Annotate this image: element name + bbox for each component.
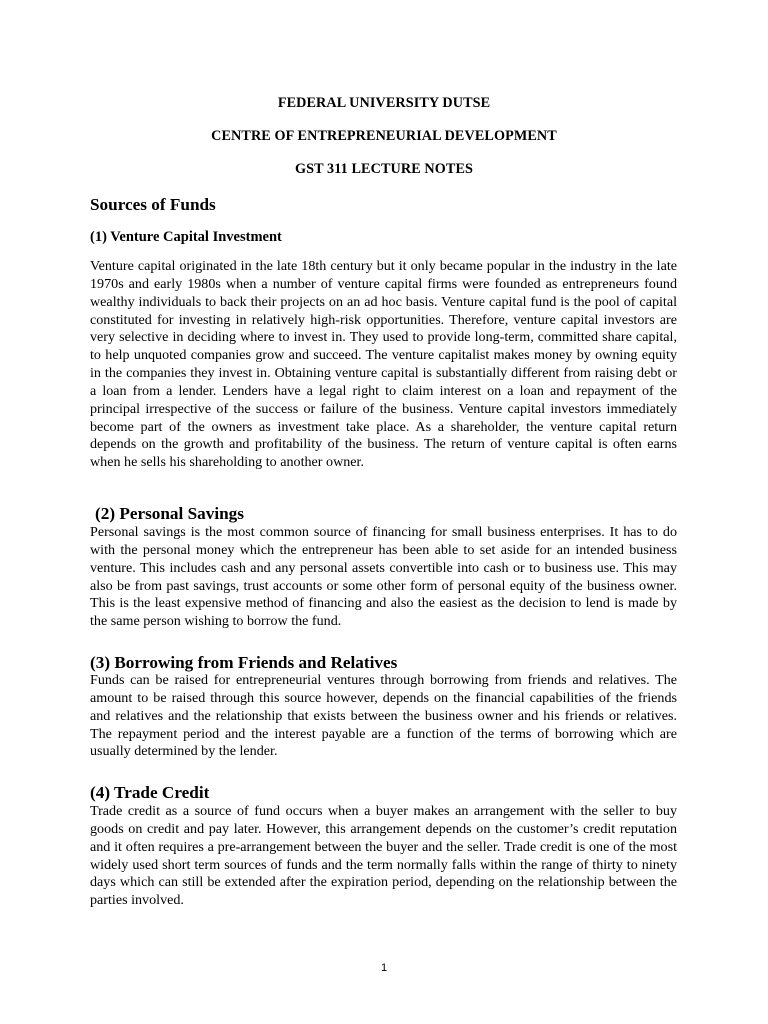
heading-venture-capital: (1) Venture Capital Investment <box>90 229 282 245</box>
paragraph-friends-relatives: Funds can be raised for entrepreneurial ventures through borrowing from friends and relatives. The amount to be raised through this source however, depends on the financial capabilities of the friends and relatives and the relationship that exists between the business owner and his friends or relatives. The repayment period and the interest payable are a function of the terms of borrowing which are usually determined by the lender. <box>90 672 677 760</box>
centre-title: CENTRE OF ENTREPRENEURIAL DEVELOPMENT <box>211 128 557 144</box>
page-number: 1 <box>380 962 388 974</box>
heading-friends-relatives: (3) Borrowing from Friends and Relatives <box>90 653 398 672</box>
heading-personal-savings: (2) Personal Savings <box>95 504 244 523</box>
heading-trade-credit: (4) Trade Credit <box>90 783 210 802</box>
paragraph-personal-savings: Personal savings is the most common source of financing for small business enterprises. It has to do with the personal money which the entrepreneur has been able to set aside for an intended business venture. This includes cash and any personal assets convertible into cash or to business use. This may also be from past savings, trust accounts or some other form of personal equity of the business owner. This is the least expensive method of financing and also the easiest as the decision to lend is made by the same person wishing to borrow the fund. <box>90 524 677 630</box>
section-title: Sources of Funds <box>90 195 216 214</box>
university-title: FEDERAL UNIVERSITY DUTSE <box>277 95 491 111</box>
course-title: GST 311 LECTURE NOTES <box>294 161 474 177</box>
paragraph-venture-capital: Venture capital originated in the late 18th century but it only became popular in the industry in the late 1970s and early 1980s when a number of venture capital firms were founded as entrepreneurs found wealthy individuals to back their projects on an ad hoc basis. Venture capital fund is the pool of capital constituted for investing in relatively high-risk opportunities. Therefore, venture capital investors are very selective in deciding where to invest in. They used to provide long-term, committed share capital, to help unquoted companies grow and succeed. The venture capitalist makes money by owning equity in the companies they invest in. Obtaining venture capital is substantially different from raising debt or a loan from a lender. Lenders have a legal right to claim interest on a loan and repayment of the principal irrespective of the success or failure of the business. Venture capital investors immediately become part of the owners as investment take place. As a shareholder, the venture capital return depends on the growth and profitability of the business. The return of venture capital is often earns when he sells his shareholding to another owner. <box>90 258 677 471</box>
paragraph-trade-credit: Trade credit as a source of fund occurs when a buyer makes an arrangement with the seller to buy goods on credit and pay later. However, this arrangement depends on the customer’s credit reputation and it often requires a pre-arrangement between the buyer and the seller. Trade credit is one of the most widely used short term sources of funds and the term normally falls within the range of thirty to ninety days which can still be extended after the expiration period, depending on the relationship between the parties involved. <box>90 803 677 909</box>
